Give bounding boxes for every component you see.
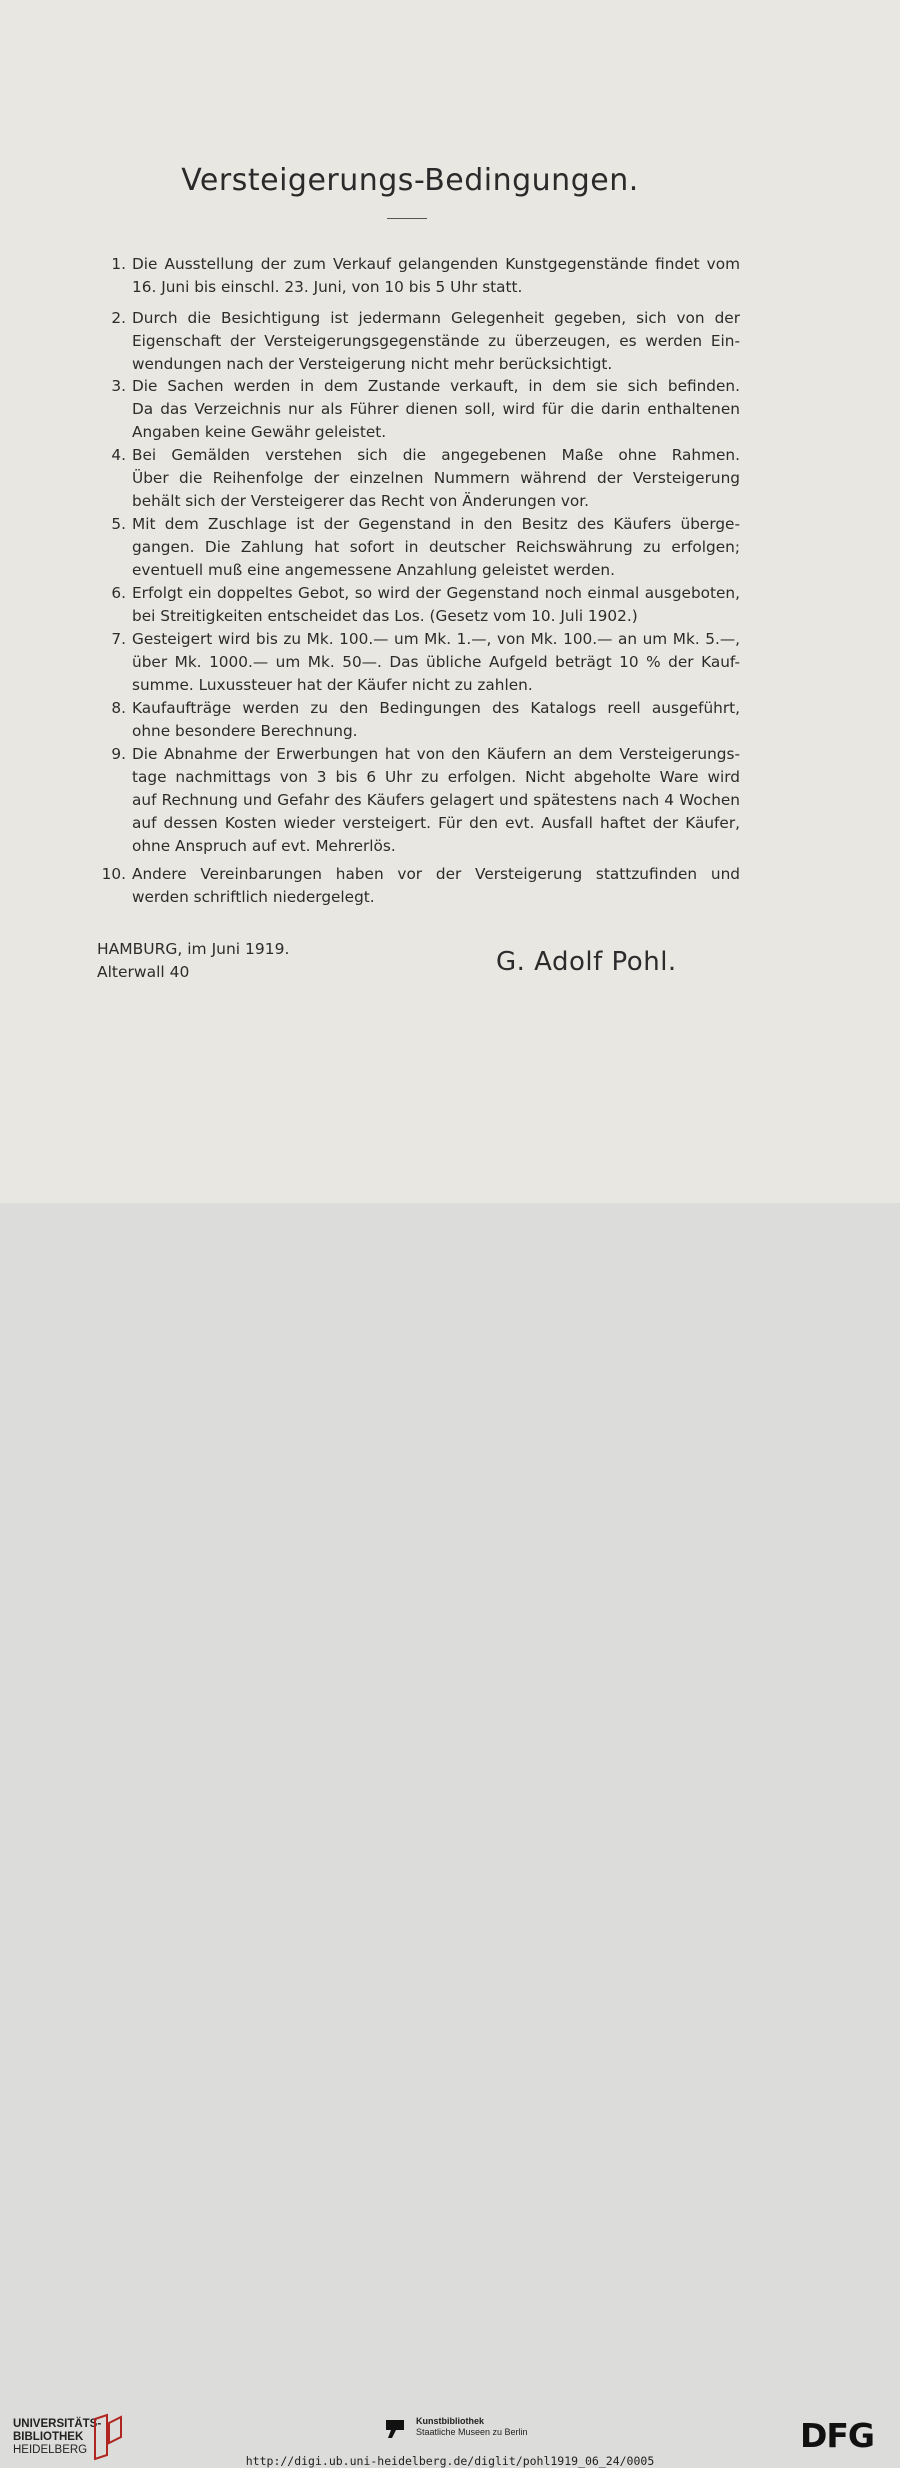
kunstbibliothek-bird-icon [384,2416,408,2442]
condition-line: auf Rechnung und Gefahr des Käufers gelagert und spätestens nach 4 Wochen [132,791,740,809]
condition-number: 9. [111,745,126,763]
condition-item [96,375,740,444]
condition-line: ohne besondere Berechnung. [132,722,358,740]
condition-line: Angaben keine Gewähr geleistet. [132,423,387,441]
condition-line: Gesteigert wird bis zu Mk. 100.— um Mk. 1.—, von Mk. 100.— an um Mk. 5.—, [132,630,740,648]
ub-heidelberg-logo[interactable] [13,2418,101,2457]
condition-line: tage nachmittags von 3 bis 6 Uhr zu erfolgen. Nicht abgeholte Ware wird [132,768,740,786]
condition-line: Mit dem Zuschlage ist der Gegenstand in den Besitz des Käufers überge- [132,515,740,533]
dfg-logo[interactable]: DFG [800,2416,875,2455]
condition-item [96,582,740,628]
condition-line: Bei Gemälden verstehen sich die angegebenen Maße ohne Rahmen. [132,446,740,464]
condition-line: Durch die Besichtigung ist jedermann Gelegenheit gegeben, sich von der [132,309,740,327]
condition-line: auf dessen Kosten wieder versteigert. Für den evt. Ausfall haftet der Käufer, [132,814,740,832]
condition-line: wendungen nach der Versteigerung nicht mehr berücksichtigt. [132,355,613,373]
address: Alterwall 40 [97,963,190,981]
ub-logo-line2: BIBLIOTHEK [13,2431,84,2443]
condition-item [96,863,740,909]
condition-line: Eigenschaft der Versteigerungsgegenstände zu überzeugen, es werden Ein- [132,332,740,350]
condition-line: Andere Vereinbarungen haben vor der Versteigerung stattzufinden und [132,865,740,883]
condition-number: 6. [111,584,126,602]
scanned-page [0,0,900,1203]
condition-line: Erfolgt ein doppeltes Gebot, so wird der Gegenstand noch einmal ausgeboten, [132,584,740,602]
kb-name: Kunstbibliothek [416,2416,484,2426]
condition-item [96,307,740,376]
place-block [97,938,289,984]
condition-number: 10. [101,865,126,883]
condition-line: behält sich der Versteigerer das Recht von Änderungen vor. [132,492,590,510]
condition-item [96,253,740,299]
condition-number: 7. [111,630,126,648]
condition-item [96,697,740,743]
condition-line: ohne Anspruch auf evt. Mehrerlös. [132,837,396,855]
condition-number: 3. [111,377,126,395]
condition-item [96,444,740,513]
condition-line: über Mk. 1000.— um Mk. 50—. Das übliche Aufgeld beträgt 10 % der Kauf- [132,653,740,671]
place-date: HAMBURG, im Juni 1919. [97,940,290,958]
condition-number: 5. [111,515,126,533]
condition-line: Über die Reihenfolge der einzelnen Nummern während der Versteigerung [132,469,740,487]
ub-logo-line1: UNIVERSITÄTS- [13,2418,102,2430]
condition-line: gangen. Die Zahlung hat sofort in deutscher Reichswährung zu erfolgen; [132,538,740,556]
title-divider [387,218,427,219]
kb-institution: Staatliche Museen zu Berlin [416,2427,528,2437]
condition-line: Die Sachen werden in dem Zustande verkauft, in dem sie sich befinden. [132,377,740,395]
condition-line: werden schriftlich niedergelegt. [132,888,375,906]
condition-line: Da das Verzeichnis nur als Führer dienen soll, wird für die darin enthaltenen [132,400,740,418]
condition-line: Die Abnahme der Erwerbungen hat von den Käufern an dem Versteigerungs- [132,745,740,763]
condition-line: 16. Juni bis einschl. 23. Juni, von 10 bis 5 Uhr statt. [132,278,523,296]
signature: G. Adolf Pohl. [496,947,677,977]
condition-line: Kaufaufträge werden zu den Bedingungen des Katalogs reell ausgeführt, [132,699,740,717]
condition-item [96,743,740,858]
permalink-url[interactable]: http://digi.ub.uni-heidelberg.de/diglit/pohl1919_06_24/0005 [245,2454,655,2468]
condition-line: eventuell muß eine angemessene Anzahlung geleistet werden. [132,561,615,579]
condition-line: Die Ausstellung der zum Verkauf gelangenden Kunstgegenstände findet vom [132,255,740,273]
condition-number: 4. [111,446,126,464]
condition-number: 8. [111,699,126,717]
footer-bar [0,1203,900,2468]
condition-line: summe. Luxussteuer hat der Käufer nicht zu zahlen. [132,676,533,694]
ub-logo-line3: HEIDELBERG [13,2444,88,2456]
page-title: Versteigerungs-Bedingungen. [181,163,639,198]
condition-item [96,628,740,697]
condition-number: 2. [111,309,126,327]
condition-line: bei Streitigkeiten entscheidet das Los. (Gesetz vom 10. Juli 1902.) [132,607,638,625]
condition-number: 1. [111,255,126,273]
condition-item [96,513,740,582]
